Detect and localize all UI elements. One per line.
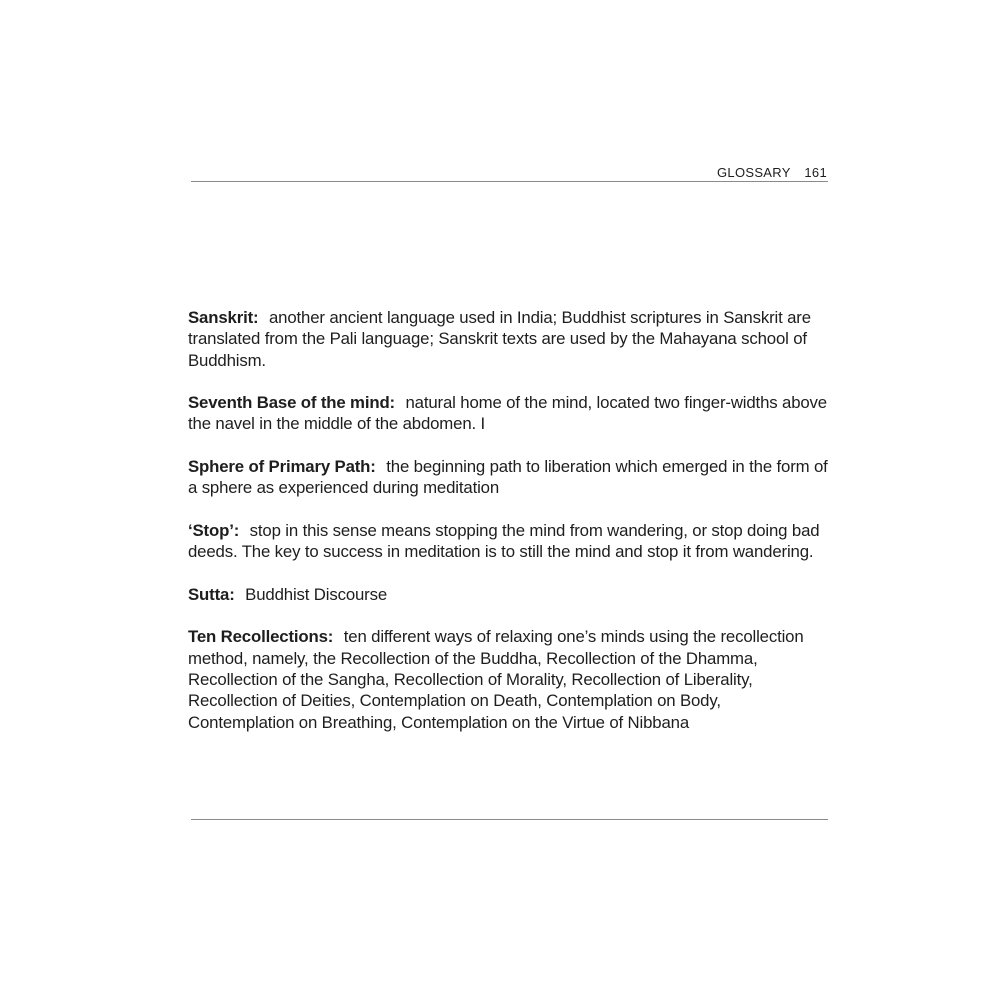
header-rule	[191, 181, 828, 182]
footer-rule	[191, 819, 828, 820]
glossary-entry-ten-recollections	[188, 626, 828, 732]
glossary-entry-sutta	[188, 584, 828, 605]
glossary-entry-stop	[188, 520, 828, 563]
glossary-definition: another ancient language used in India; Buddhist scriptures in Sanskrit are translated from the Pali language; Sanskrit texts are used by the Mahayana school of Buddhism.	[188, 308, 811, 370]
glossary-term: Sanskrit:	[188, 308, 259, 327]
glossary-list	[188, 307, 828, 754]
glossary-definition: stop in this sense means stopping the mind from wandering, or stop doing bad deeds. The key to success in meditation is to still the mind and stop it from wandering.	[188, 520, 820, 562]
glossary-definition: ten different ways of relaxing one’s minds using the recollection method, namely, the Recollection of the Buddha, Recollection of the Dhamma, Recollection of the Sangha, Recollection of Morality, Recollection of Liberality, Recollection of Deities, Contemplation on Death, Contemplation on Body, Contemplation on Breathing, Contemplation on the Virtue of Nibbana	[188, 627, 804, 732]
glossary-term: Sphere of Primary Path:	[188, 457, 376, 477]
running-header	[717, 165, 827, 181]
glossary-entry-seventh-base	[188, 392, 828, 435]
glossary-term: ‘Stop’:	[188, 520, 240, 540]
section-title: GLOSSARY	[717, 165, 791, 180]
glossary-entry-sphere-primary-path	[188, 456, 828, 499]
glossary-entry-sanskrit	[188, 307, 828, 371]
glossary-term: Sutta:	[188, 584, 235, 604]
glossary-term: Ten Recollections:	[188, 627, 334, 647]
glossary-definition: the beginning path to liberation which emerged in the form of a sphere as experienced during meditation	[188, 457, 828, 498]
glossary-definition: natural home of the mind, located two finger-widths above the navel in the middle of the abdomen. I	[188, 393, 827, 434]
glossary-term: Seventh Base of the mind:	[188, 393, 395, 413]
glossary-definition: Buddhist Discourse	[245, 584, 388, 604]
page-number: 161	[804, 165, 827, 180]
